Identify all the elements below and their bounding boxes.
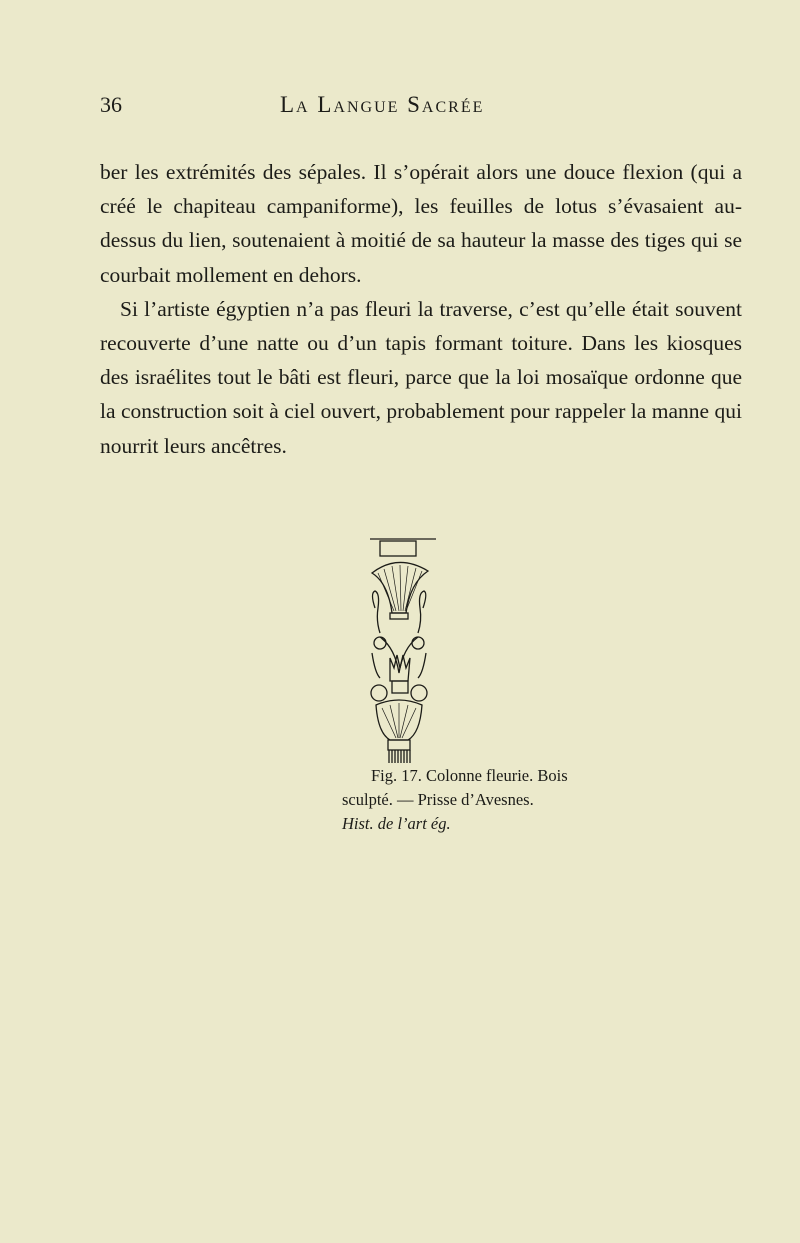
- figure-caption: [342, 764, 742, 836]
- page-number: 36: [100, 92, 122, 117]
- caption-line: sculpté. — Prisse d’Avesnes.: [342, 790, 534, 809]
- column-illustration: [370, 533, 480, 763]
- caption-source: Hist. de l’art ég.: [342, 814, 451, 833]
- running-title: La Langue Sacrée: [280, 92, 485, 117]
- paragraph: ber les extrémités des sépales. Il s’opérait alors une douce flexion (qui a créé le chapiteau campaniforme), les feuilles de lotus s’évasaient au-dessus du lien, soutenaient à moitié de sa hauteur la masse des tiges qui se courbait mollement en dehors.: [100, 160, 742, 287]
- body-text: [100, 155, 742, 463]
- paragraph: Si l’artiste égyptien n’a pas fleuri la traverse, c’est qu’elle était souvent recouverte d’une natte ou d’un tapis formant toiture. Dans les kiosques des israélites tout le bâti est fleuri, parce que la loi mosaïque ordonne que la construction soit à ciel ouvert, probablement pour rappeler la manne qui nourrit leurs ancêtres.: [100, 296, 742, 458]
- caption-line: Fig. 17. Colonne fleurie. Bois: [371, 766, 568, 785]
